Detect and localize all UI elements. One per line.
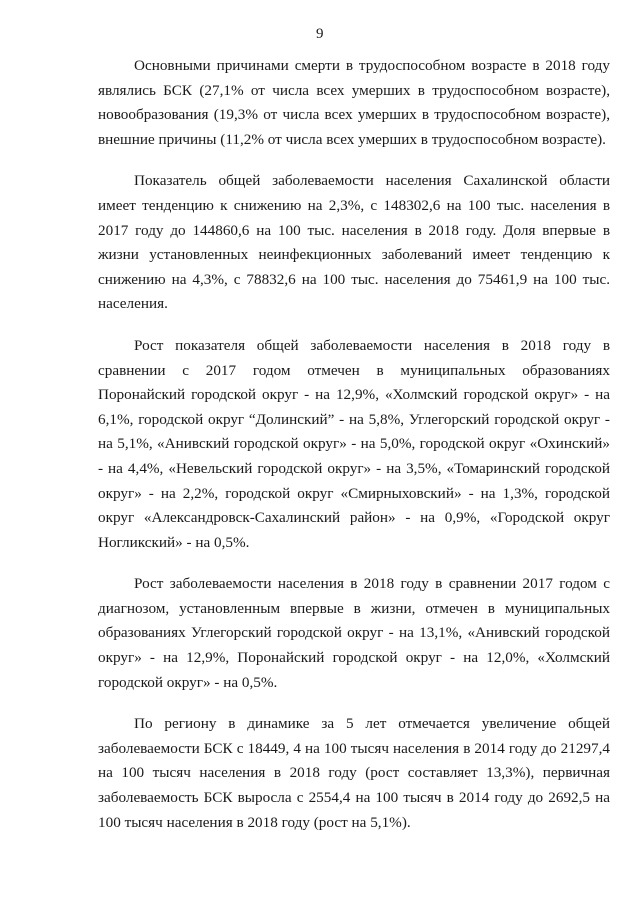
document-body bbox=[98, 54, 610, 852]
page-number: 9 bbox=[316, 26, 324, 42]
paragraph-causes-of-death: Основными причинами смерти в трудоспособном возрасте в 2018 году являлись БСК (27,1% от числа всех умерших в трудоспособном возрасте), новообразования (19,3% от числа всех умерших в трудоспособном возрасте), внешние причины (11,2% от числа всех умерших в трудоспособном возрасте). bbox=[98, 57, 610, 148]
paragraph-regional-dynamics: По региону в динамике за 5 лет отмечается увеличение общей заболеваемости БСК с 18449, 4 на 100 тысяч населения в 2014 году до 21297,4 на 100 тысяч населения в 2018 году (рост составляет 13,3%), первичная заболеваемость БСК выросла с 2554,4 на 100 тысяч в 2014 году до 2692,5 на 100 тысяч населения в 2018 году (рост на 5,1%). bbox=[98, 715, 610, 831]
paragraph-first-diagnosis-growth: Рост заболеваемости населения в 2018 году в сравнении 2017 годом с диагнозом, установленным впервые в жизни, отмечен в муниципальных образованиях Углегорский городской округ - на 13,1%, «Анивский городской округ» - на 12,9%, Поронайский городской округ - на 12,0%, «Холмский городской округ» - на 0,5%. bbox=[98, 575, 610, 691]
paragraph-morbidity-growth-by-district: Рост показателя общей заболеваемости населения в 2018 году в сравнении с 2017 годом отмечен в муниципальных образованиях Поронайский городской округ - на 12,9%, «Холмский городской округ» - на 6,1%, городской округ “Долинский” - на 5,8%, Углегорский городской округ - на 5,1%, «Анивский городской округ» - на 5,0%, городской округ «Охинский» - на 4,4%, «Невельский городской округ» - на 3,5%, «Томаринский городской округ» - на 2,2%, городской округ «Смирныховский» - на 1,3%, городской округ «Александровск-Сахалинский район» - на 0,9%, «Городской округ Ногликский» - на 0,5%. bbox=[98, 336, 610, 551]
paragraph-general-morbidity: Показатель общей заболеваемости населения Сахалинской области имеет тенденцию к снижению на 2,3%, с 148302,6 на 100 тыс. населения в 2017 году до 144860,6 на 100 тыс. населения в 2018 году. Доля впервые в жизни установленных неинфекционных заболеваний имеет тенденцию к снижению на 4,3%, с 78832,6 на 100 тыс. населения до 75461,9 на 100 тыс. населения. bbox=[98, 172, 610, 313]
